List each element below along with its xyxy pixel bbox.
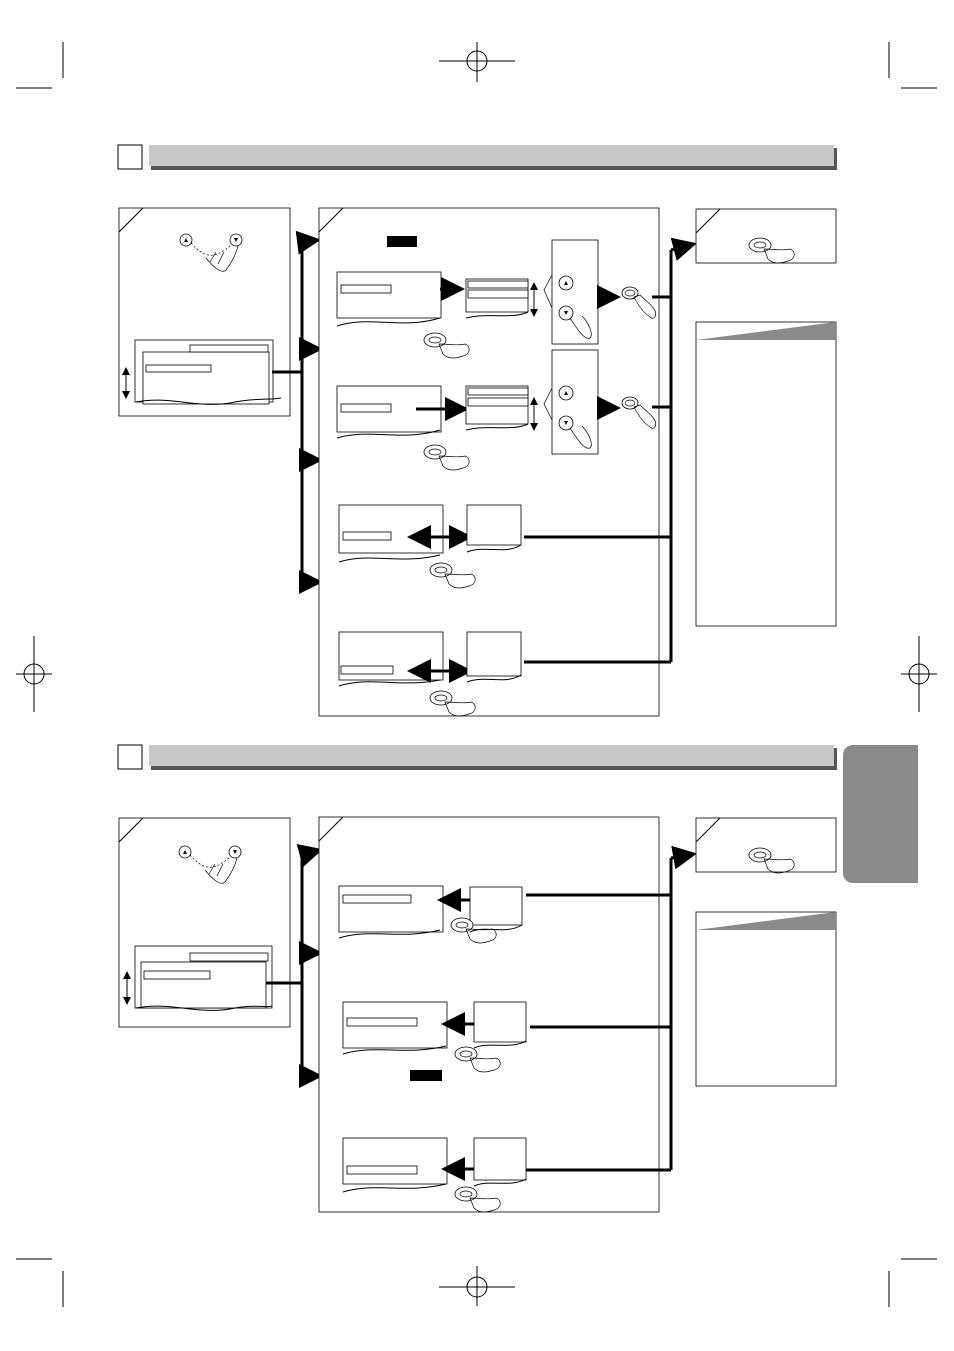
section-a-step2-panel [319,208,659,716]
section-a-step1-panel [119,208,290,416]
section-b-note-box [696,912,836,1086]
section-a-header-bar [118,145,837,170]
section-a [118,145,837,716]
menu-screen-a1 [135,340,281,404]
section-b-step3-panel [696,818,836,873]
section-b-header-bar [118,745,837,770]
section-b-step1-panel [119,818,290,1027]
registration-mark-left [16,636,52,712]
registration-mark-right [901,636,937,712]
section-b [118,745,837,1212]
section-a-note-box [696,322,836,626]
section-a-step3-panel [696,209,836,263]
section-b-step2-panel [319,817,659,1212]
registration-mark-top [439,42,515,82]
section-b-tag [410,1070,442,1081]
registration-mark-bottom [439,1266,515,1306]
menu-screen-b1 [135,946,272,1010]
section-a-tag [387,236,417,247]
